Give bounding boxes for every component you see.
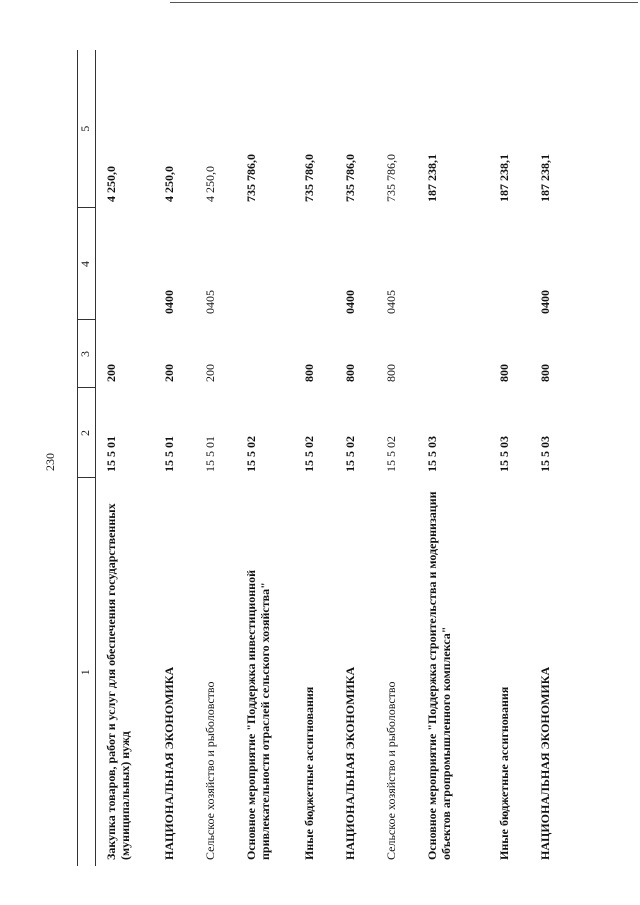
row-code: 15 5 01: [202, 436, 217, 472]
page-number: 230: [43, 453, 57, 471]
header-col-2: 2: [78, 388, 96, 478]
row-name: Основное мероприятие "Поддержка инвестиционной привлекательности отраслей сельского хозяйства": [243, 569, 272, 860]
row-type: [236, 320, 294, 388]
row-amount: 4 250,0: [161, 166, 176, 202]
table-row: [489, 50, 530, 866]
row-type: 200: [104, 364, 118, 382]
table-row: [376, 50, 417, 866]
table-row: [154, 50, 195, 866]
row-amount: 735 786,0: [383, 154, 398, 202]
row-name: Сельское хозяйство и рыболовство: [383, 681, 398, 860]
budget-table: [77, 50, 571, 866]
row-name: Основное мероприятие "Поддержка строительства и модернизации объектов агропромышленного комплекса": [424, 491, 453, 860]
row-code: 15 5 02: [243, 436, 258, 472]
row-code: 15 5 01: [104, 436, 118, 472]
row-section: 0405: [383, 290, 398, 314]
row-section: 0400: [537, 290, 552, 314]
budget-table-frame: [77, 50, 597, 866]
row-code: 15 5 03: [537, 436, 552, 472]
row-section: [417, 208, 489, 320]
row-type: 800: [496, 364, 511, 382]
row-name: Иные бюджетные ассигнования: [496, 686, 511, 860]
row-section: 0405: [202, 290, 217, 314]
row-amount: 187 238,1: [496, 154, 511, 202]
row-amount: 4 250,0: [104, 166, 118, 202]
row-code: 15 5 02: [383, 436, 398, 472]
row-amount: 735 786,0: [243, 154, 258, 202]
row-type: [417, 320, 489, 388]
row-code: 15 5 01: [161, 436, 176, 472]
row-type: 200: [202, 364, 217, 382]
header-col-4: 4: [78, 208, 96, 320]
row-name: НАЦИОНАЛЬНАЯ ЭКОНОМИКА: [342, 666, 357, 860]
row-section: [294, 208, 335, 320]
row-code: 15 5 02: [342, 436, 357, 472]
row-type: 800: [342, 364, 357, 382]
row-amount: 187 238,1: [424, 154, 439, 202]
header-col-1: 1: [78, 478, 96, 866]
row-amount: 735 786,0: [301, 154, 316, 202]
row-name: Иные бюджетные ассигнования: [301, 686, 316, 860]
table-row: [236, 50, 294, 866]
row-section: [96, 208, 154, 320]
table-row: [294, 50, 335, 866]
row-name: Сельское хозяйство и рыболовство: [202, 681, 217, 860]
table-row: [96, 50, 154, 866]
row-section: 0400: [342, 290, 357, 314]
row-code: 15 5 03: [496, 436, 511, 472]
table-row: [417, 50, 489, 866]
row-name: Закупка товаров, работ и услуг для обеспечения государственных (муниципальных) нужд: [104, 503, 132, 860]
row-name: НАЦИОНАЛЬНАЯ ЭКОНОМИКА: [161, 666, 176, 860]
table-row: [335, 50, 376, 866]
table-row: [195, 50, 236, 866]
header-row: [78, 50, 96, 866]
row-section: [236, 208, 294, 320]
row-amount: 735 786,0: [342, 154, 357, 202]
header-col-3: 3: [78, 320, 96, 388]
row-type: 800: [301, 364, 316, 382]
header-col-5: 5: [78, 50, 96, 208]
row-name: НАЦИОНАЛЬНАЯ ЭКОНОМИКА: [537, 666, 552, 860]
row-type: 800: [383, 364, 398, 382]
top-rule: [170, 2, 638, 3]
row-code: 15 5 03: [424, 436, 439, 472]
row-code: 15 5 02: [301, 436, 316, 472]
table-row: [530, 50, 571, 866]
table-body: [96, 50, 571, 866]
row-type: 200: [161, 364, 176, 382]
row-section: [489, 208, 530, 320]
row-section: 0400: [161, 290, 176, 314]
row-amount: 187 238,1: [537, 154, 552, 202]
row-amount: 4 250,0: [202, 166, 217, 202]
row-type: 800: [537, 364, 552, 382]
